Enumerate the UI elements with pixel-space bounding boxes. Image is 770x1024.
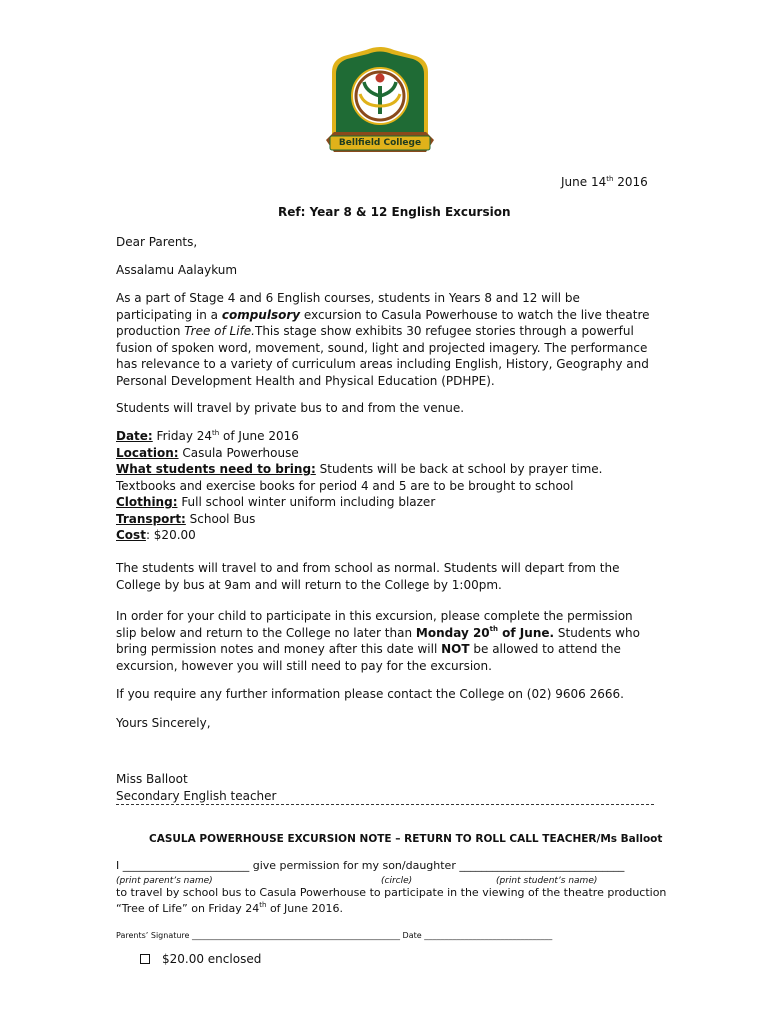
hint-circle: (circle) (381, 876, 413, 886)
college-logo (326, 44, 434, 158)
slip-line-2: to travel by school bus to Casula Powerhouse to participate in the viewing of the theatre production (116, 886, 667, 899)
detail-date: Date: Friday 24th of June 2016 (116, 428, 299, 443)
detail-transport: Transport: School Bus (116, 511, 256, 526)
travel-note: Students will travel by private bus to and from the venue. (116, 401, 465, 415)
slip-permission-line[interactable]: I _______________________ give permission for my son/daughter ______________________________ (116, 859, 625, 872)
cut-line (116, 804, 654, 805)
closing: Yours Sincerely, (116, 716, 211, 730)
schedule-paragraph: The students will travel to and from school as normal. Students will depart from the College by bus at 9am and will return to the College by 1:00pm. (116, 561, 620, 592)
signature-date-line[interactable]: Parents’ Signature ____________________________________________________ Date ________________________________ (116, 931, 553, 940)
signer-title: Secondary English teacher (116, 788, 277, 803)
intro-paragraph: As a part of Stage 4 and 6 English courses, students in Years 8 and 12 will be participating in a compulsory excursion to Casula Powerhouse to watch the live theatre production Tree of Life.This stage show exhibits 30 refugee stories through a powerful fusion of spoken word, movement, sound, light and projected imagery. The performance has relevance to a variety of curriculum areas including English, History, Geography and Personal Development Health and Physical Education (PDHPE). (116, 291, 650, 388)
detail-location: Location: Casula Powerhouse (116, 445, 299, 460)
checkbox[interactable] (140, 954, 150, 964)
contact-paragraph: If you require any further information please contact the College on (02) 9606 2666. (116, 687, 624, 701)
slip-heading: CASULA POWERHOUSE EXCURSION NOTE – RETURN TO ROLL CALL TEACHER/Ms Balloot (149, 833, 663, 845)
slip-line-3: “Tree of Life” on Friday 24th of June 2016. (116, 900, 343, 915)
enclosed-checkbox-row[interactable] (140, 951, 261, 968)
letter-date: June 14th 2016 (561, 174, 648, 189)
hint-parent-name: (print parent’s name) (116, 876, 213, 886)
detail-bring: What students need to bring: Students will be back at school by prayer time. Textbooks and exercise books for period 4 and 5 are to be brought to school (116, 462, 603, 493)
ref-title: Ref: Year 8 & 12 English Excursion (278, 205, 511, 219)
detail-cost: Cost: $20.00 (116, 528, 196, 542)
logo-banner-text: Bellfield College (338, 138, 422, 148)
salutation: Dear Parents, (116, 235, 198, 249)
signer-name: Miss Balloot (116, 772, 188, 786)
detail-clothing: Clothing: Full school winter uniform including blazer (116, 495, 436, 509)
enclosed-label: $20.00 enclosed (162, 952, 262, 966)
hint-student-name: (print student’s name) (496, 876, 598, 886)
deadline-paragraph: In order for your child to participate in this excursion, please complete the permission slip below and return to the College no later than Monday 20th of June. Students who bring permission notes and money after this date will NOT be allowed to attend the excursion, however you will still need to pay for the excursion. (116, 609, 640, 673)
greeting: Assalamu Aalaykum (116, 263, 238, 277)
